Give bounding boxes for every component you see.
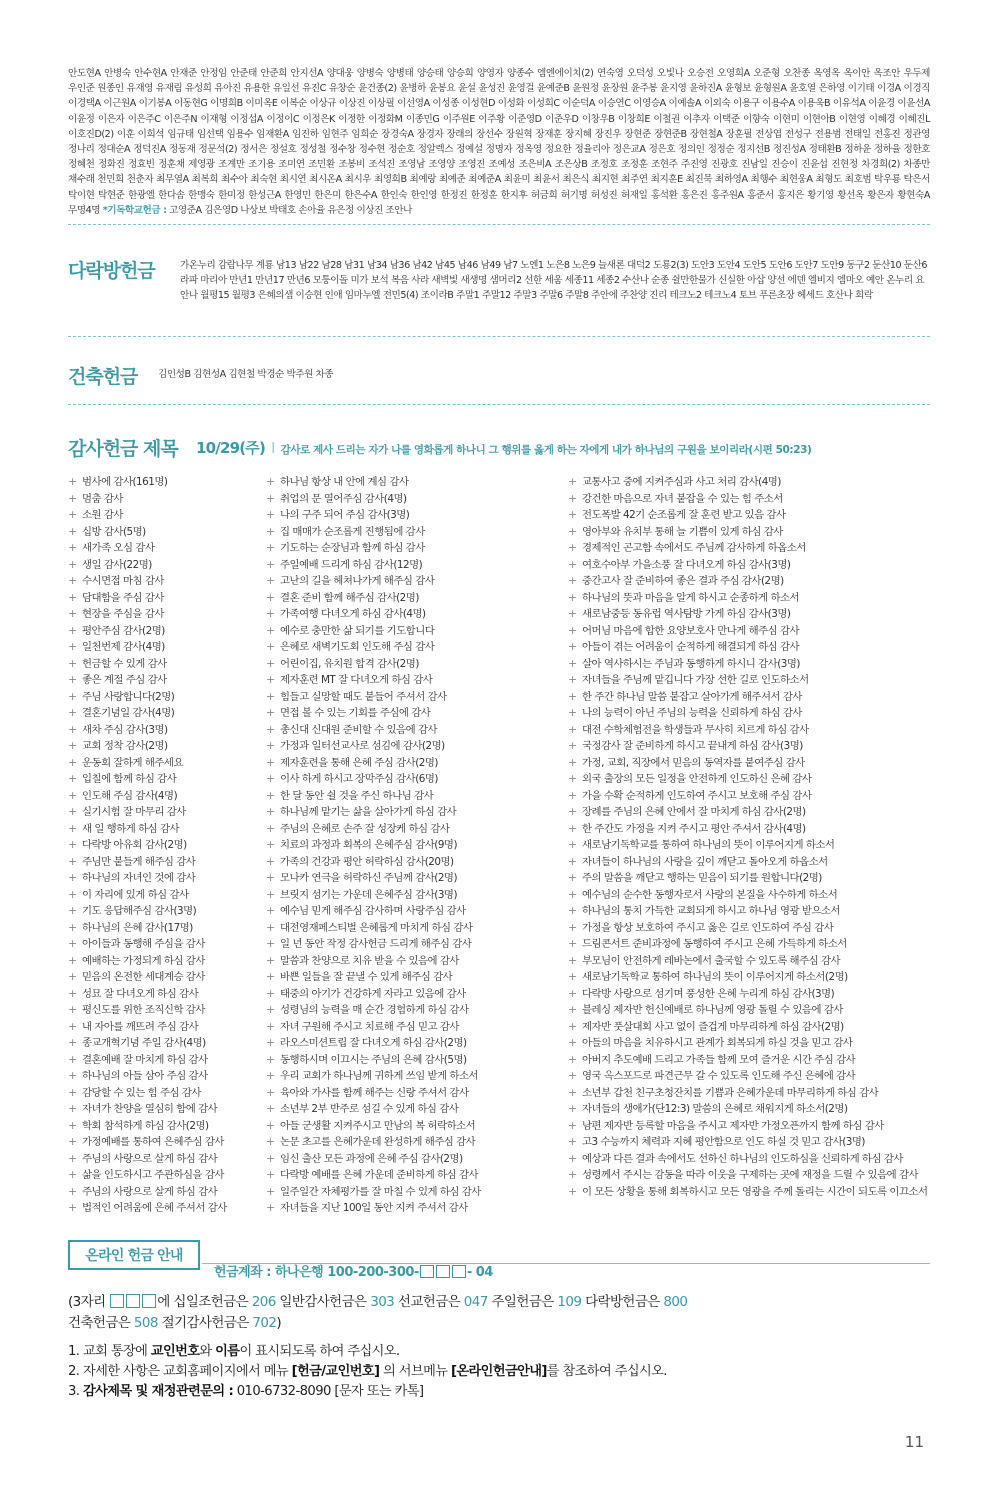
tithe-code: 206 [251,1294,276,1310]
note-bold: [헌금/교인번호] [291,1364,380,1379]
thanks-column-1 [68,474,263,1217]
note-text: 010-6732-8090 [문자 또는 카톡] [236,1384,424,1399]
sunday-label: 주일헌금은 [491,1294,554,1310]
thanks-item: + 십방 감사(5명) [68,524,263,541]
offering-codes-line-1 [68,1290,687,1310]
thanks-item: + 현장을 주심을 감사 [68,606,263,623]
thanks-item: + 성묘 잘 다녀오게 하심 감사 [68,986,263,1003]
thanks-item: + 하나님의 아들 삼아 주심 감사 [68,1068,263,1085]
thanks-item: + 전도폭발 42기 순조롭게 잘 훈련 받고 있음 감사 [568,507,930,524]
page-number: 11 [904,1433,924,1451]
thanks-offering-subtitle [196,437,811,458]
names-text: 안도현A 안병숙 안수현A 안재준 안정임 안준태 안준희 안지선A 양대웅 양병숙 양병태 양승태 양승희 양영자 양종수 엠엔에이치(2) 연숙영 오덕성 오빛나 오승전 오영희A 오준형 오찬종 옥영옥 옥이안 옥조안 우두제 우인준 원종인 유재영 유재림 유성희 유아진 유용한 유일선 유진C 유창순 윤건종(2) 윤병하 윤봉요 윤설 윤성진 윤영걸 윤예준B 윤원정 윤장원 윤주봉 윤지영 윤하진A 윤형보 윤형원A 윤호열 은하영 이기태 이경A 이경직 이경택A 이근원A 이기봉A 이동현G 이명희B 이미옥E 이복순 이상규 이상진 이상필 이선영A 이성종 이성현D 이성화 이성희C 이순덕A 이승연C 이영승A 이예솔A 이외숙 이용구 이용수A 이용욱B 이유석A 이윤경 이윤선A 이윤정 이은자 이은주C 이은주N 이재형 이정섭A 이정이C 이정은K 이정한 이정화M 이종민G 이주원E 이주황 이준영D 이준우D 이창우B 이창희E 이철권 이추자 이택준 이향숙 이현미 이현아B 이현영 이혜경 이혜진L 이호진D(2) 이훈 이희석 임규태 임선택 임용수 임재환A 임진하 임현주 임희순 장경숙A 장경자 장래의 장선수 장원혁 장재훈 장지혜 장진우 장현준 장현준B 장현철A 장훈필 전상엽 전성구 전용범 전태일 전홍진 정관영 정나리 정대순A 정덕진A 정동재 정문석(2) 정서은 정설호 정성철 정수창 정수현 정순호 정알렉스 정예설 정명자 정옥영 정요한 정율리아 정은교A 정은호 정의인 정정순 정지선B 정진성A 정태환B 정하윤 정하율 정한호 정혜천 정화진 정효빈 정훈채 제영광 조계만 조기용 조미연 조민환 조봉비 조석진 조영남 조영양 조영진 조예성 조은비A 조은상B 조정호 조정훈 조현주 주진영 진광호 진남일 진승이 진윤섭 진현정 차경희(2) 차종만 채수래 천민희 천춘자 최무열A 최복희 최수아 최숙현 최시연 최시온A 최시우 최영희B 최예랑 최예준 최예준A 최윤미 최윤서 최은식 최지현 최주연 최지훈E 최진묵 최하영A 최행수 최현웅A 최형도 최호범 탁우룡 탁은서 탁이현 탁현준 한광엘 한다솜 한맹숙 한미정 한성근A 한영민 한은미 한은수A 한인숙 한인영 한정진 한정훈 한지후 허금희 허기명 허성진 허재일 홍석환 홍은진 홍주원A 홍준서 홍지은 황기영 황선옥 황은자 황현숙A 무명4명 [68,68,930,216]
thanks-item: + 기도 응답해주심 감사(3명) [68,903,263,920]
thanks-item: + 일 년 동안 작정 감사헌금 드리게 해주심 감사 [266,936,566,953]
thanks-item: + 예수로 충만한 삶 되기를 기도합니다 [266,623,566,640]
building-code: 508 [133,1315,158,1331]
thanks-item: + 멈춤 감사 [68,491,263,508]
thanks-item: + 고3 수능까지 체력과 지혜 평안함으로 인도 하실 것 믿고 감사(3명) [568,1134,930,1151]
thanks-item: + 예수님의 순수한 동행자로서 사랑의 본질을 사수하게 하소서 [568,887,930,904]
thanks-item: + 가정, 교회, 직장에서 믿음의 동역자를 붙여주심 감사 [568,755,930,772]
thanks-item: + 좋은 계절 주심 감사 [68,672,263,689]
thanks-item: + 이 자리에 있게 하심 감사 [68,887,263,904]
online-note-3 [68,1380,423,1399]
thanks-item: + 태중의 아기가 건강하게 자라고 있음에 감사 [266,986,566,1003]
thanks-item: + 주님의 사랑으로 살게 하심 감사 [68,1151,263,1168]
note-text: 와 [199,1344,212,1359]
note-bold: [온라인헌금안내] [450,1364,547,1379]
thanks-item: + 아이들과 동행해 주심을 감사 [68,936,263,953]
thanks-item: + 자녀들의 생애가(단12:3) 말씀의 은혜로 채워지게 하소서(2명) [568,1101,930,1118]
thanks-date: 10/29(주) [196,439,266,457]
thanks-item: + 드림콘서트 준비과정에 동행하여 주시고 은혜 가득하게 하소서 [568,936,930,953]
thanks-item: + 치료의 과정과 회복의 은혜주심 감사(9명) [266,837,566,854]
codes-close: ) [276,1315,282,1331]
building-offering-names: 김인성B 김현성A 김현철 박경순 박주원 차종 [158,369,334,380]
thanks-item: + 여호수아부 가을소풍 잘 다녀오게 하심 감사(3명) [568,557,930,574]
thanks-item: + 면접 볼 수 있는 기회를 주심에 감사 [266,705,566,722]
thanks-item: + 수시면접 마침 감사 [68,573,263,590]
thanks-item: + 소년부 2부 반주로 섬길 수 있게 하심 감사 [266,1101,566,1118]
thanks-item: + 나의 능력이 아닌 주님의 능력을 신뢰하게 하심 감사 [568,705,930,722]
thanks-item: + 가족여행 다녀오게 하심 감사(4명) [266,606,566,623]
offering-codes-line-2 [68,1311,281,1331]
thanks-item: + 새로남중등 동유럽 역사탐방 가게 하심 감사(3명) [568,606,930,623]
thanks-item: + 취업의 문 열어주심 감사(4명) [266,491,566,508]
thanks-item: + 이 모든 상황을 통해 회복하시고 모든 영광을 주께 돌리는 시간이 되도록 이끄소서 [568,1184,930,1201]
thanks-item: + 하나님의 뜻과 마음을 알게 하시고 순종하게 하소서 [568,590,930,607]
darakbang-offering-names: 가온누리 감람나무 계룡 남13 남22 남28 남31 남34 남36 남42 남45 남46 남49 남7 노엔1 노은8 노은9 늘새론 대덕2 도룡2(3) 도안3 도안4 도안5 도안6 도안7 도안9 동구2 둔산10 둔산6 라파 마리아 만년1 만년17 만년6 모퉁이돌 미가 보석 복음 사라 새벽빛 새생명 샘머리2 선한 세움 세종11 세종2 수산나 순종 쉴만한물가 신실한 아삽 양선 에덴 엘비지 엠마오 예안 온누리 요안나 월평15 월평3 은혜의샘 이승현 인애 임마누엘 전민5(4) 조이라B 주말1 주말12 주말3 주말6 주말8 주안에 주찬양 진리 테크노2 테크노4 토브 푸른초장 헤세드 호산나 희락 [180,260,928,302]
thanks-item: + 동행하시며 이끄시는 주님의 은혜 감사(5명) [266,1052,566,1069]
online-offering-title: 온라인 헌금 안내 [68,1240,200,1270]
thanks-item: + 다락방 예배를 은혜 가운데 준비하게 하심 감사 [266,1167,566,1184]
section-divider [68,404,930,405]
thanks-item: + 평안주심 감사(2명) [68,623,263,640]
thanks-item: + 성령께서 주시는 감동을 따라 이웃을 구제하는 곳에 재정을 드릴 수 있음에 감사 [568,1167,930,1184]
thanks-item: + 교통사고 중에 지켜주심과 사고 처리 감사(4명) [568,474,930,491]
thanks-item: + 생일 감사(22명) [68,557,263,574]
thanks-item: + 자녀들을 주님께 맡깁니다 가장 선한 길로 인도하소서 [568,672,930,689]
darakbang-code: 800 [663,1294,688,1310]
blank-box [142,1294,156,1308]
thanks-item: + 예수님 믿게 해주심 감사하며 사랑주심 감사 [266,903,566,920]
thanks-item: + 브릿지 섬기는 가운데 은혜주심 감사(3명) [266,887,566,904]
thanks-item: + 가을 수확 순적하게 인도하여 주시고 보호해 주심 감사 [568,788,930,805]
thanks-item: + 평신도를 위한 조직신학 감사 [68,1002,263,1019]
thanks-column-2 [266,474,566,1217]
thanks-item: + 가족의 건강과 평안 허락하심 감사(20명) [266,854,566,871]
section-divider [68,336,930,337]
thanks-item: + 은혜로 새벽기도회 인도해 주심 감사 [266,639,566,656]
season-label: 절기감사헌금은 [161,1315,249,1331]
thanks-item: + 육아와 가사를 함께 해주는 신랑 주셔서 감사 [266,1085,566,1102]
account-suffix: - 04 [466,1265,493,1280]
thanks-item: + 종교개혁기념 주일 감사(4명) [68,1035,263,1052]
note-text: 2. 자세한 사항은 교회홈페이지에서 메뉴 [68,1364,288,1379]
thanks-item: + 중간고사 잘 준비하여 좋은 결과 주심 감사(2명) [568,573,930,590]
thanks-item: + 예상과 다른 결과 속에서도 선하신 하나님의 인도하심을 신뢰하게 하심 감사 [568,1151,930,1168]
thanks-item: + 소년부 갑천 친구초청잔치를 기쁨과 은혜가운데 마무리하게 하심 감사 [568,1085,930,1102]
thanks-item: + 하나님의 자녀인 것에 감사 [68,870,263,887]
mission-label: 선교헌금은 [397,1294,461,1310]
thanks-item: + 라오스미션트립 잘 다녀오게 하심 감사(2명) [266,1035,566,1052]
thanks-item: + 블레싱 제자반 헌신예배로 하나님께 영광 돌릴 수 있음에 감사 [568,1002,930,1019]
thanks-item: + 주님의 은혜로 손주 잘 성장케 하심 감사 [266,821,566,838]
thanks-item: + 성령님의 능력을 매 순간 경험하게 하심 감사 [266,1002,566,1019]
thanks-item: + 법적인 어려움에 은혜 주셔서 감사 [68,1200,263,1217]
thanks-item: + 예배하는 가정되게 하심 감사 [68,953,263,970]
christian-school-offering-label: *기독학교헌금 : [102,204,167,216]
thanks-item: + 한 주간도 가정을 지켜 주시고 평안 주셔서 감사(4명) [568,821,930,838]
thanks-item: + 가정을 항상 보호하여 주시고 옳은 길로 인도하여 주심 감사 [568,920,930,937]
thanks-item: + 아들의 마음을 치유하시고 관계가 회복되게 하실 것을 믿고 감사 [568,1035,930,1052]
thanks-item: + 경제적인 곤고함 속에서도 주님께 감사하게 하옵소서 [568,540,930,557]
note-text: 3. [68,1384,80,1399]
thanks-item: + 영아부와 유치부 통해 늘 기쁨이 있게 하심 감사 [568,524,930,541]
thanks-item: + 한 주간 하나님 말씀 붙잡고 살아가게 해주셔서 감사 [568,689,930,706]
thanks-offering-title: 감사헌금 제목 [68,438,178,460]
section-divider [68,224,930,225]
thanks-item: + 주님만 붙들게 해주심 감사 [68,854,263,871]
blank-box [420,1265,434,1278]
thanks-item: + 가정예배를 통하여 은혜주심 감사 [68,1134,263,1151]
thanks-item: + 학회 참석하게 하심 감사(2명) [68,1118,263,1135]
thanks-item: + 한 달 동안 쉴 것을 주신 하나님 감사 [266,788,566,805]
thanks-item: + 주일예배 드리게 하심 감사(12명) [266,557,566,574]
thanks-item: + 제자훈련 MT 잘 다녀오게 하심 감사 [266,672,566,689]
building-label: 건축헌금은 [68,1315,131,1331]
darakbang-label: 다락방헌금은 [585,1294,660,1310]
thanks-verse: 감사로 제사 드리는 자가 나를 영화롭게 하나니 그 행위를 옳게 하는 자에게 내가 하나님의 구원을 보이리라(시편 50:23) [280,444,812,456]
thanks-item: + 영국 옥스포드로 파견근무 갈 수 있도록 인도해 주신 은혜에 감사 [568,1068,930,1085]
thanks-item: + 강건한 마음으로 자녀 붙잡을 수 있는 힘 주소서 [568,491,930,508]
thanks-item: + 인도해 주심 감사(4명) [68,788,263,805]
thanks-item: + 하나님의 은혜 감사(17명) [68,920,263,937]
thanks-item: + 주님의 사랑으로 살게 하심 감사 [68,1184,263,1201]
thanks-item: + 자녀 구원해 주시고 치료해 주심 믿고 감사 [266,1019,566,1036]
thanks-item: + 어머님 마음에 합한 요양보호사 만나게 해주심 감사 [568,623,930,640]
thanks-item: + 임신 출산 모든 과정에 은혜 주심 감사(2명) [266,1151,566,1168]
thanks-item: + 어린이집, 유치원 합격 감사(2명) [266,656,566,673]
thanks-item: + 실기시험 잘 마무리 감사 [68,804,263,821]
thanks-item: + 남편 제자반 등록할 마음을 주시고 제자반 가정오픈까지 함께 하심 감사 [568,1118,930,1135]
subtitle-separator: I [271,439,275,457]
thanks-item: + 대전 수학체험전을 학생들과 무사히 치르게 하심 감사 [568,722,930,739]
thanks-item: + 믿음의 온전한 세대계승 감사 [68,969,263,986]
thanks-item: + 힘들고 실망할 때도 붙들어 주셔서 감사 [266,689,566,706]
season-code: 702 [252,1315,277,1331]
building-offering-title: 건축헌금 [68,366,138,388]
note-text: 를 참조하여 주십시오. [546,1364,667,1379]
thanks-item: + 이사 하게 하시고 장막주심 감사(6명) [266,771,566,788]
tithe-label: 에 십일조헌금은 [157,1294,249,1310]
thanks-item: + 헌금할 수 있게 감사 [68,656,263,673]
note-text: 1. 교회 통장에 [68,1344,148,1359]
blank-box [110,1294,124,1308]
account-prefix: 헌금계좌 : 하나은행 100-200-300- [214,1265,419,1280]
note-bold: 교인번호 [150,1344,200,1359]
thanks-item: + 삶을 인도하시고 주관하심을 감사 [68,1167,263,1184]
thanks-item: + 대전영재페스티벌 은혜롭게 마치게 하심 감사 [266,920,566,937]
thanks-item: + 아버지 추도예배 드리고 가족들 함께 모여 즐거운 시간 주심 감사 [568,1052,930,1069]
general-code: 303 [370,1294,395,1310]
thanks-item: + 담대함을 주심 감사 [68,590,263,607]
thanks-item: + 결혼예배 잘 마치게 하심 감사 [68,1052,263,1069]
blank-box [436,1265,450,1278]
thanks-column-3 [568,474,930,1200]
thanks-item: + 다락방 아유회 감사(2명) [68,837,263,854]
thanks-item: + 자녀가 찬양을 열심히 함에 감사 [68,1101,263,1118]
christian-school-offering-names: 고영준A 김은영D 나상보 박태호 손아율 유은정 이상진 조안나 [169,204,412,216]
thanks-item: + 범사에 감사(161명) [68,474,263,491]
thanks-item: + 자녀들을 지난 100일 동안 지켜 주셔서 감사 [266,1200,566,1217]
thanks-item: + 소원 감사 [68,507,263,524]
thanks-item: + 주의 말씀을 깨닫고 행하는 믿음이 되기를 원합니다(2명) [568,870,930,887]
codes-prefix: (3자리 [68,1294,106,1310]
thanks-item: + 아들 군생활 지켜주시고 만남의 복 허락하소서 [266,1118,566,1135]
thanks-item: + 제자훈련을 통해 은혜 주심 감사(2명) [266,755,566,772]
thanks-item: + 부모님이 안전하게 레바논에서 출국할 수 있도록 해주심 감사 [568,953,930,970]
sunday-code: 109 [557,1294,582,1310]
thanks-item: + 나의 구주 되어 주심 감사(3명) [266,507,566,524]
thanks-item: + 교회 정착 감사(2명) [68,738,263,755]
thanks-item: + 입칠에 함께 하심 감사 [68,771,263,788]
note-text: 의 서브메뉴 [383,1364,448,1379]
thanks-item: + 총신대 신대원 준비할 수 있음에 감사 [266,722,566,739]
note-text: 이 표시되도록 하여 주십시오. [239,1344,400,1359]
darakbang-offering-title: 다락방헌금 [68,260,155,282]
thanks-item: + 외국 출장의 모든 일정을 안전하게 인도하신 은혜 감사 [568,771,930,788]
thanks-item: + 아들이 겪는 어려움이 순적하게 해결되게 하심 감사 [568,639,930,656]
note-bold: 이름 [215,1344,240,1359]
thanks-item: + 고난의 길을 헤쳐나가게 해주심 감사 [266,573,566,590]
thanks-item: + 결혼 준비 함께 해주심 감사(2명) [266,590,566,607]
thanks-item: + 모나카 연극을 허락하신 주님께 감사(2명) [266,870,566,887]
thanks-item: + 바쁜 일들을 잘 끝낼 수 있게 해주심 감사 [266,969,566,986]
thanks-item: + 새로남기독학교 통하여 하나님의 뜻이 이루어지게 하소서(2명) [568,969,930,986]
thanks-item: + 새로남기독학교를 통하여 하나님의 뜻이 이루어지게 하소서 [568,837,930,854]
thanks-item: + 일주일간 자체평가를 잘 마칠 수 있게 하심 감사 [266,1184,566,1201]
thanks-item: + 새가족 오심 감사 [68,540,263,557]
blank-box [452,1265,466,1278]
thanks-item: + 살아 역사하시는 주님과 동행하게 하시니 감사(3명) [568,656,930,673]
thanks-item: + 하나님 항상 내 안에 계심 감사 [266,474,566,491]
online-note-2 [68,1360,667,1379]
thanks-item: + 제자반 풋살대회 사고 없이 즐겁게 마무리하게 하심 감사(2명) [568,1019,930,1036]
thanks-item: + 국정감사 잘 준비하게 하시고 끝내게 하심 감사(3명) [568,738,930,755]
thanks-item: + 주님 사랑합니다(2명) [68,689,263,706]
offering-account [214,1261,493,1280]
thanks-item: + 가정과 일터선교사로 섬김에 감사(2명) [266,738,566,755]
thanks-item: + 집 매매가 순조롭게 진행됨에 감사 [266,524,566,541]
thanks-item: + 기도하는 순장님과 함께 하심 감사 [266,540,566,557]
general-label: 일반감사헌금은 [279,1294,367,1310]
thanks-item: + 자녀들이 하나님의 사랑을 깊이 깨닫고 돌아오게 하옵소서 [568,854,930,871]
offering-names-list [68,66,930,218]
mission-code: 047 [463,1294,488,1310]
online-note-1 [68,1340,399,1359]
thanks-item: + 하나님께 맡기는 삶을 살아가게 하심 감사 [266,804,566,821]
thanks-item: + 우리 교회가 하나님께 귀하게 쓰임 받게 하소서 [266,1068,566,1085]
thanks-item: + 말씀과 찬양으로 치유 받을 수 있음에 감사 [266,953,566,970]
thanks-item: + 새 일 행하게 하심 감사 [68,821,263,838]
thanks-item: + 논문 초고를 은혜가운데 완성하게 해주심 감사 [266,1134,566,1151]
blank-box [126,1294,140,1308]
note-bold: 감사제목 및 재정관련문의 : [82,1384,234,1399]
thanks-item: + 운동회 잘하게 해주세요 [68,755,263,772]
thanks-item: + 감당할 수 있는 힘 주심 감사 [68,1085,263,1102]
thanks-item: + 내 자아를 깨뜨려 주심 감사 [68,1019,263,1036]
thanks-item: + 일천번제 감사(4명) [68,639,263,656]
thanks-item: + 하나님의 통치 가득한 교회되게 하시고 하나님 영광 받으소서 [568,903,930,920]
thanks-item: + 다락방 사랑으로 섬기며 풍성한 은혜 누리게 하심 감사(3명) [568,986,930,1003]
thanks-item: + 결혼기념일 감사(4명) [68,705,263,722]
thanks-item: + 새차 주심 감사(3명) [68,722,263,739]
thanks-item: + 장례를 주님의 은혜 안에서 잘 마치게 하심 감사(2명) [568,804,930,821]
